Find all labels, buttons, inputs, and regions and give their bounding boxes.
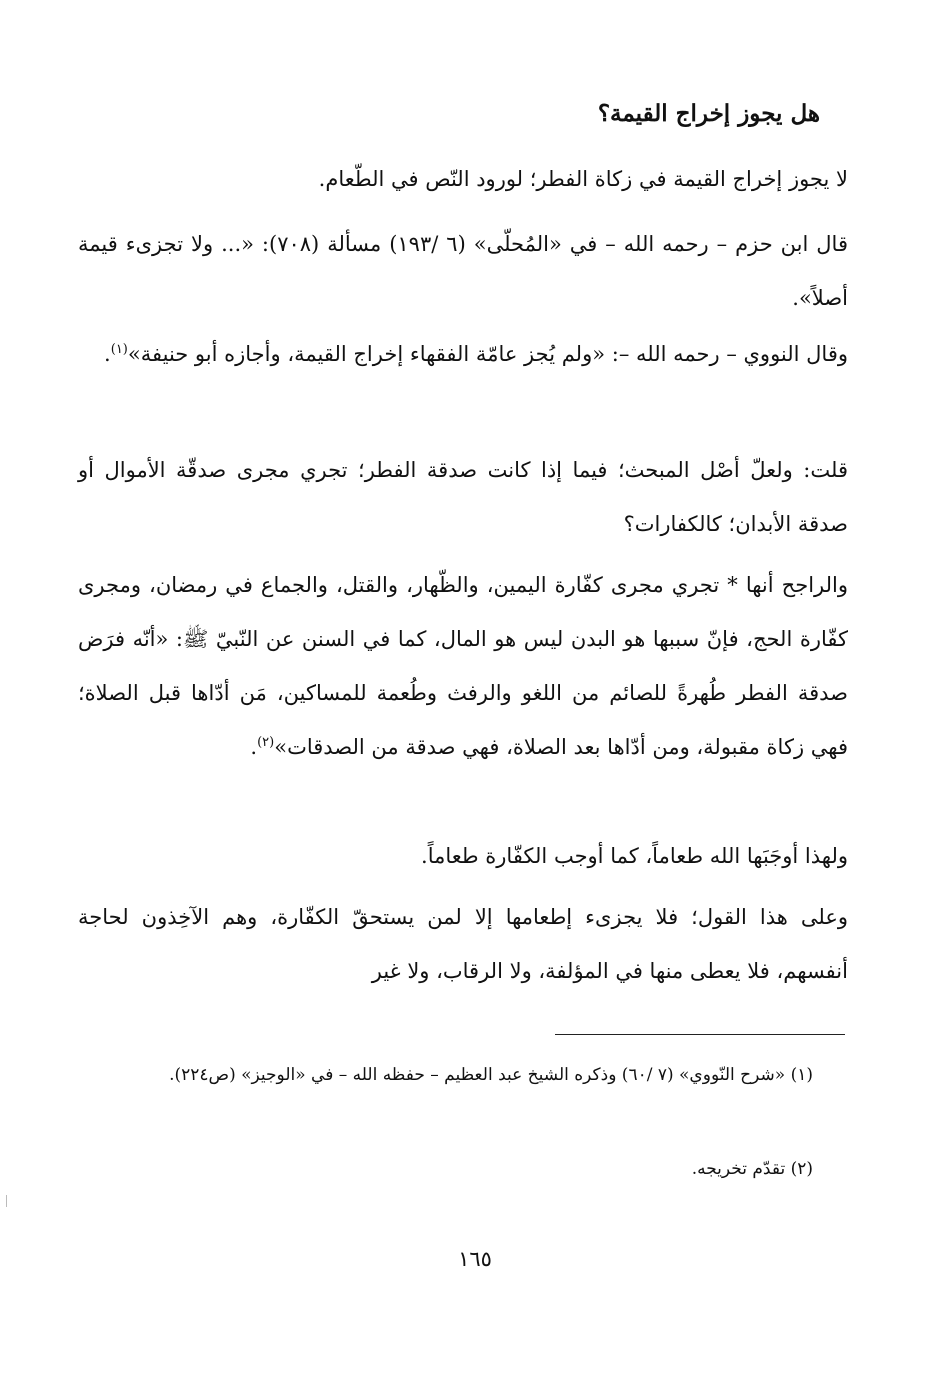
footnote-ref-2: (٢) <box>257 735 275 750</box>
paragraph-7: وعلى هذا القول؛ فلا يجزىء إطعامها إلا لمن يستحقّ الكفّارة، وهم الآخِذون لحاجة أنفسهم، فلا يعطى منها في المؤلفة، ولا الرقاب، ولا غير <box>78 905 848 983</box>
footnote-1: (١) «شرح النّووي» (٧ /٦٠) وذكره الشيخ عبد العظيم – حفظه الله – في «الوجيز» (ص٢٢٤). <box>169 1065 813 1085</box>
footnote-2: (٢) تقدّم تخريجه. <box>691 1159 813 1179</box>
paragraph-5-end: . <box>250 735 258 759</box>
paragraph-5-text: والراجح أنها * تجري مجرى كفّارة اليمين، والظّهار، والقتل، والجماع في رمضان، ومجرى كفّارة الحج، فإنّ سببها هو البدن ليس هو المال، كما في السنن عن النّبيّ ﷺ: «أنّه فرَض صدقة الفطر طُهرةً للصائم من اللغو والرفث وطُعمة للمساكين، مَن أدّاها قبل الصلاة؛ فهي زكاة مقبولة، ومن أدّاها بعد الصلاة، فهي صدقة من الصدقات» <box>78 573 848 759</box>
section-heading: هل يجوز إخراج القيمة؟ <box>597 100 820 127</box>
paragraph-2: قال ابن حزم – رحمه الله – في «المُحلّى» (٦ /١٩٣) مسألة (٧٠٨): «... ولا تجزىء قيمة أصلاً». <box>78 232 848 310</box>
page-number: ١٦٥ <box>458 1247 492 1271</box>
footnote-ref-1: (١) <box>110 342 128 357</box>
footnote-divider <box>555 1034 845 1035</box>
paragraph-5 <box>78 558 848 774</box>
paragraph-4: قلت: ولعلّ أصْل المبحث؛ فيما إذا كانت صدقة الفطر؛ تجري مجرى صدقّة الأموال أو صدقة الأبدان؛ كالكفارات؟ <box>78 458 848 536</box>
paragraph-3-text: وقال النووي – رحمه الله –: «ولم يُجز عامّة الفقهاء إخراج القيمة، وأجازه أبو حنيفة» <box>127 342 848 366</box>
scan-edge-mark <box>6 1195 7 1207</box>
paragraph-1: لا يجوز إخراج القيمة في زكاة الفطر؛ لورود النّص في الطّعام. <box>318 167 848 191</box>
paragraph-3 <box>78 327 848 381</box>
paragraph-6: ولهذا أوجَبَها الله طعاماً، كما أوجب الكفّارة طعاماً. <box>421 844 848 868</box>
paragraph-3-end: . <box>104 342 111 366</box>
